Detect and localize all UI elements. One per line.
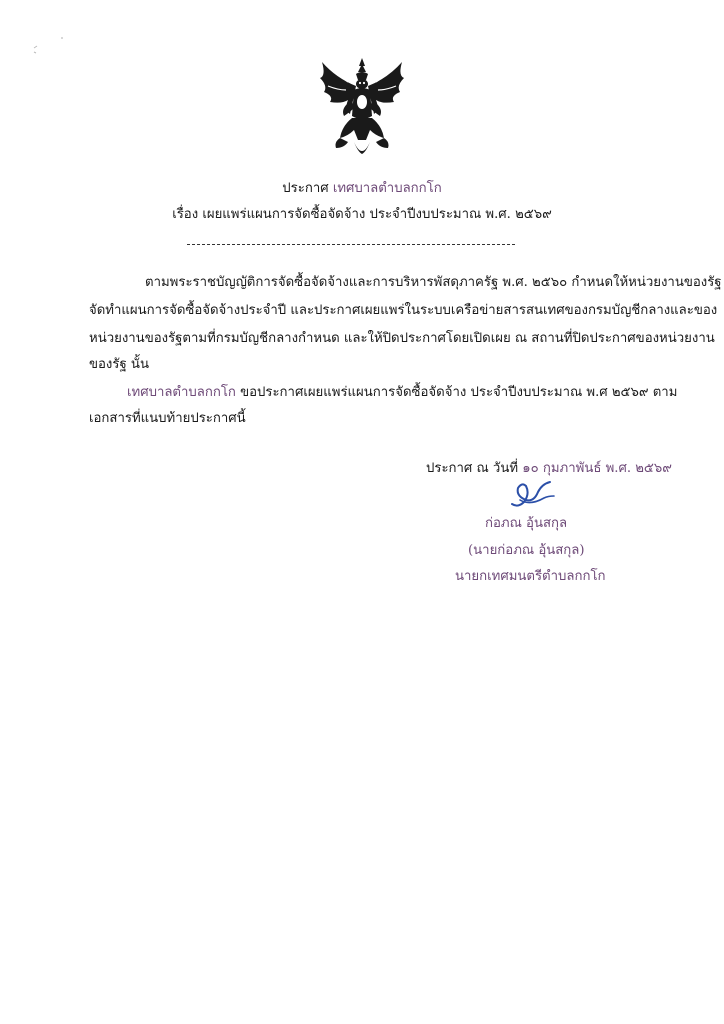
organization-name: เทศบาลตำบลกกโก: [332, 181, 442, 196]
signer-full-name: (นายก่อภณ อุ้นสกุล): [468, 543, 585, 558]
paragraph-1-line-4: ของรัฐ นั้น: [89, 357, 149, 372]
signer-title: นายกเทศมนตรีตำบลกกโก: [455, 569, 606, 584]
announcement-date: [426, 460, 672, 478]
paragraph-2-text: ขอประกาศเผยแพร่แผนการจัดซื้อจัดจ้าง ประจำปีงบประมาณ พ.ศ ๒๕๖๙ ตาม: [235, 385, 678, 400]
paragraph-2-line-2: เอกสารที่แนบท้ายประกาศนี้: [89, 411, 246, 426]
signature-icon: [504, 478, 558, 512]
garuda-emblem-icon: [314, 56, 410, 160]
paragraph-1-line-1: ตามพระราชบัญญัติการจัดซื้อจัดจ้างและการบริหารพัสดุภาครัฐ พ.ศ. ๒๕๖๐ กำหนดให้หน่วยงานของรัฐ: [145, 275, 722, 290]
date-value: ๑๐ กุมภาพันธ์ พ.ศ. ๒๕๖๙: [522, 461, 672, 476]
announcement-heading: [0, 180, 724, 198]
dashed-divider: [187, 244, 515, 247]
scan-artifact: [28, 34, 68, 64]
paragraph-1-line-3: หน่วยงานของรัฐตามที่กรมบัญชีกลางกำหนด และให้ปิดประกาศโดยเปิดเผย ณ สถานที่ปิดประกาศของหน่วยงาน: [89, 331, 715, 346]
paragraph-2-organization: เทศบาลตำบลกกโก: [127, 385, 236, 400]
paragraph-2-line-1: [127, 384, 677, 402]
signer-name: ก่อภณ อุ้นสกุล: [485, 516, 568, 531]
date-prefix: ประกาศ ณ วันที่: [426, 461, 523, 476]
heading-prefix: ประกาศ: [282, 181, 329, 196]
announcement-subject: เรื่อง เผยแพร่แผนการจัดซื้อจัดจ้าง ประจำปีงบประมาณ พ.ศ. ๒๕๖๙: [172, 207, 552, 222]
paragraph-1-line-2: จัดทำแผนการจัดซื้อจัดจ้างประจำปี และประกาศเผยแพร่ในระบบเครือข่ายสารสนเทศของกรมบัญชีกลางและของ: [89, 303, 718, 318]
